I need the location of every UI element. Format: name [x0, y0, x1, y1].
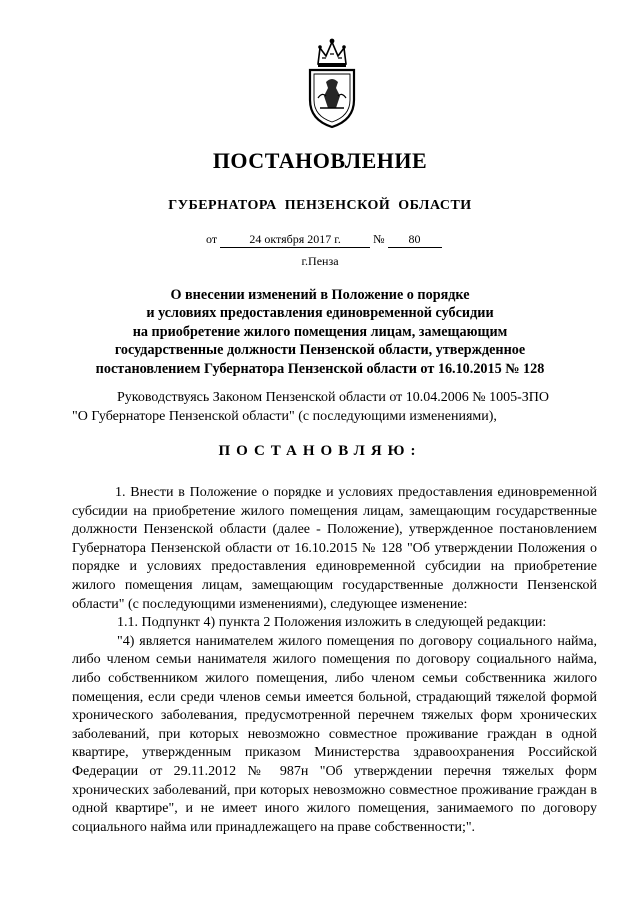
preamble	[72, 388, 607, 426]
paragraph-1-1: 1.1. Подпункт 4) пункта 2 Положения изложить в следующей редакции:	[117, 615, 547, 631]
date-prefix: от	[206, 232, 218, 246]
decree-heading: ПОСТАНОВЛЯЮ:	[218, 443, 422, 459]
document-number: 80	[388, 232, 442, 248]
document-date: 24 октября 2017 г.	[220, 232, 370, 248]
number-sign: №	[373, 232, 385, 246]
document-body	[72, 484, 597, 837]
preamble-line: "О Губернаторе Пензенской области" (с последующими изменениями),	[72, 409, 497, 424]
preamble-line: Руководствуясь Законом Пензенской области от 10.04.2006 № 1005-ЗПО	[117, 390, 550, 405]
issuer-subtitle: ГУБЕРНАТОРА ПЕНЗЕНСКОЙ ОБЛАСТИ	[168, 198, 472, 213]
paragraph-1: 1. Внести в Положение о порядке и условиях предоставления единовременной субсидии на приобретение жилого помещения лицам, замещающим государственные должности Пензенской области (далее - Положение), утвержденное постановлением Губернатора Пензенской области от 16.10.2015 № 128 "Об утверждении Положения о порядке и условиях предоставления единовременной субсидии на приобретение жилого помещения лицам, замещающим государственные должности Пензенской области" (с последующими изменениями), следующее изменение:	[72, 485, 597, 612]
coat-of-arms-icon	[296, 34, 368, 130]
city-label: г.Пенза	[301, 254, 339, 268]
heading-line: О внесении изменений в Положение о порядке	[170, 287, 470, 303]
document-title: ПОСТАНОВЛЕНИЕ	[212, 148, 428, 173]
heading-line: на приобретение жилого помещения лицам, замещающим	[132, 323, 508, 340]
heading-line: и условиях предоставления единовременной субсидии	[146, 305, 494, 322]
document-heading	[80, 286, 560, 378]
date-number-line	[206, 232, 442, 248]
paragraph-quote: "4) является нанимателем жилого помещения по договору социального найма, либо членом семьи нанимателя жилого помещения по договору социального найма, либо собственником жилого помещения, либо членом семьи собственника жилого помещения, если среди членов семьи имеется больной, страдающий тяжелой формой хронического заболевания, предусмотренной перечнем тяжелых форм хронических заболеваний, при которых невозможно совместное проживание граждан в одной квартире, утвержденным приказом Министерства здравоохранения Российской Федерации от 29.11.2012 № 987н "Об утверждении перечня тяжелых форм хронических заболеваний, при которых невозможно совместное проживание граждан в одной квартире", и не имеет иного жилого помещения, занимаемого по договору социального найма или принадлежащего на праве собственности;".	[72, 633, 597, 835]
heading-line: государственные должности Пензенской области, утвержденное	[114, 342, 526, 359]
heading-line: постановлением Губернатора Пензенской области от 16.10.2015 № 128	[95, 360, 545, 377]
